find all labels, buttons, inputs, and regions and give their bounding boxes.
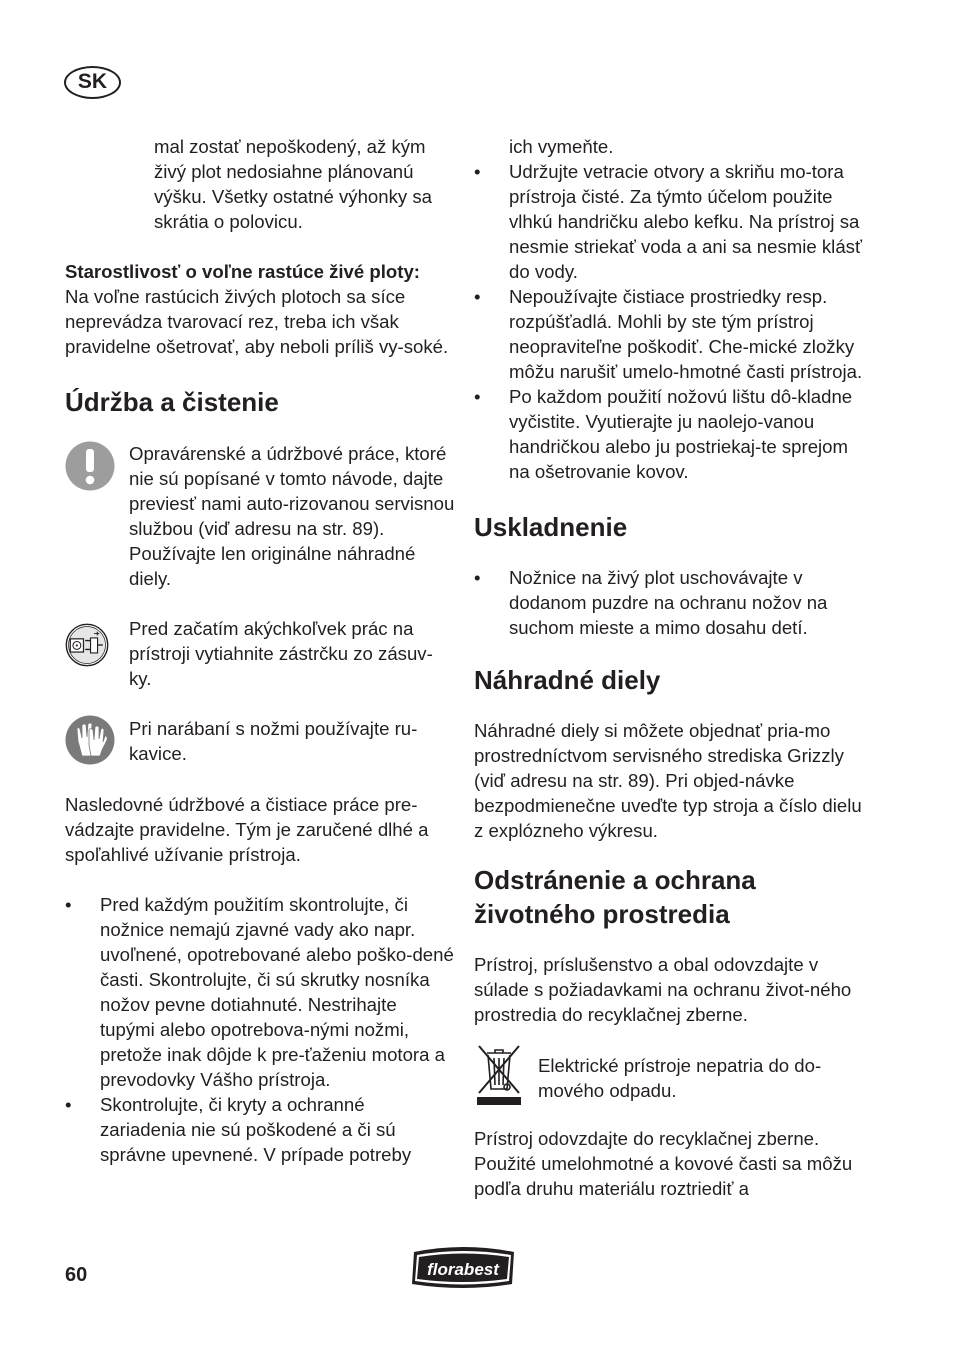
section-title-spare-parts: Náhradné diely: [474, 665, 661, 695]
list-item: • Skontrolujte, či kryty a ochranné zariadenia nie sú poškodené a či sú správne upevnené. V prípade potreby: [65, 1092, 455, 1167]
continuation-text: ich vymeňte.: [509, 136, 614, 157]
list-item: • Nožnice na živý plot uschovávajte v dodanom puzdre na ochranu nožov na suchom mieste a mimo dosahu detí.: [474, 565, 864, 640]
spare-parts-paragraph: Náhradné diely si môžete objednať pria-mo prostredníctvom servisného strediska Grizzly (viď adresu na str. 89). Pri objed-návke bezpodmienečne uveďte typ stroja a číslo dielu z explózneho výkresu.: [474, 720, 862, 841]
page-number: 60: [65, 1264, 88, 1286]
list-item: • Po každom použití nožovú lištu dô-kladne vyčistite. Vyutierajte ju naolejo-vanou handričkou alebo ju postriekaj-te sprejom na ošetrovanie kovov.: [474, 384, 864, 484]
left-column: [65, 134, 455, 1167]
maintenance-bullet-list: [65, 892, 455, 1167]
crossed-bin-icon: [474, 1041, 524, 1107]
maintenance-paragraph: Nasledovné údržbové a čistiace práce pre-vádzajte pravidelne. Tým je zaručené dlhé a spoľahlivé užívanie prístroja.: [65, 794, 429, 865]
weee-notice: [474, 1041, 864, 1107]
gloves-icon: [65, 715, 115, 765]
environment-paragraph: Prístroj, príslušenstvo a obal odovzdajte v súlade s požiadavkami na ochranu život-ného prostredia do recyklačnej zberne.: [474, 954, 852, 1025]
list-item: • Udržujte vetracie otvory a skriňu mo-tora prístroja čisté. Za týmto účelom použite vlhkú handričku alebo kefku. Na prístroj sa nesmie striekať voda a ani sa nesmie klásť do vody.: [474, 159, 864, 284]
section-title-storage: Uskladnenie: [474, 512, 628, 542]
recycling-paragraph: Prístroj odovzdajte do recyklačnej zberne. Použité umelohmotné a kovové časti sa môžu podľa druhu materiálu roztriediť a: [474, 1128, 853, 1199]
unplug-icon: [65, 623, 109, 667]
section-title-maintenance: Údržba a čistenie: [65, 387, 279, 417]
florabest-logo: [406, 1244, 520, 1290]
care-heading: Starostlivosť o voľne rastúce živé ploty:: [65, 261, 420, 282]
notice-unplug-text: Pred začatím akýchkoľvek prác na prístroji vytiahnite zástrčku zo zásuv-ky.: [129, 618, 433, 689]
list-item: • Pred každým použitím skontrolujte, či nožnice nemajú zjavné vady ako napr. uvoľnené, opotrebované alebo poško-dené časti. Skontrolujte, či sú skrutky nosníka nožov pevne dotiahnuté. Nestrihajte tupými alebo opotrebova-nými nožmi, pretože inak dôjde k pre-ťaženiu motora a prevodovky Vášho prístroja.: [65, 892, 455, 1092]
notice-gloves: [65, 716, 455, 766]
weee-text: Elektrické prístroje nepatria do do-mového odpadu.: [538, 1055, 822, 1101]
storage-bullet-list: [474, 565, 864, 640]
intro-paragraph: mal zostať nepoškodený, až kým živý plot nedosiahne plánovanú výšku. Všetky ostatné výhonky sa skrátia o polovicu.: [154, 136, 432, 232]
care-paragraph: Na voľne rastúcich živých plotoch sa síce neprevádza tvarovací rez, treba ich však pravidelne ošetrovať, aby neboli príliš vy-soké.: [65, 286, 449, 357]
cleaning-bullet-list: [474, 159, 864, 484]
section-title-environment: Odstránenie a ochrana životného prostredia: [474, 865, 756, 929]
notice-repair: [65, 441, 455, 591]
right-column: [474, 134, 864, 1201]
notice-unplug: [65, 616, 455, 691]
notice-gloves-text: Pri narábaní s nožmi používajte ru-kavice.: [129, 718, 418, 764]
language-badge: SK: [64, 66, 121, 99]
warning-exclamation-icon: [65, 441, 115, 491]
svg-text:florabest: florabest: [427, 1260, 499, 1279]
notice-repair-text: Opravárenské a údržbové práce, ktoré nie sú popísané v tomto návode, dajte previesť nami auto-rizovanou servisnou službou (viď adresu na str. 89). Používajte len originálne náhradné diely.: [129, 443, 455, 589]
list-item: • Nepoužívajte čistiace prostriedky resp. rozpúšťadlá. Mohli by ste tým prístroj neopraviteľne poškodiť. Che-mické zložky môžu narušiť umelo-hmotné časti prístroja.: [474, 284, 864, 384]
